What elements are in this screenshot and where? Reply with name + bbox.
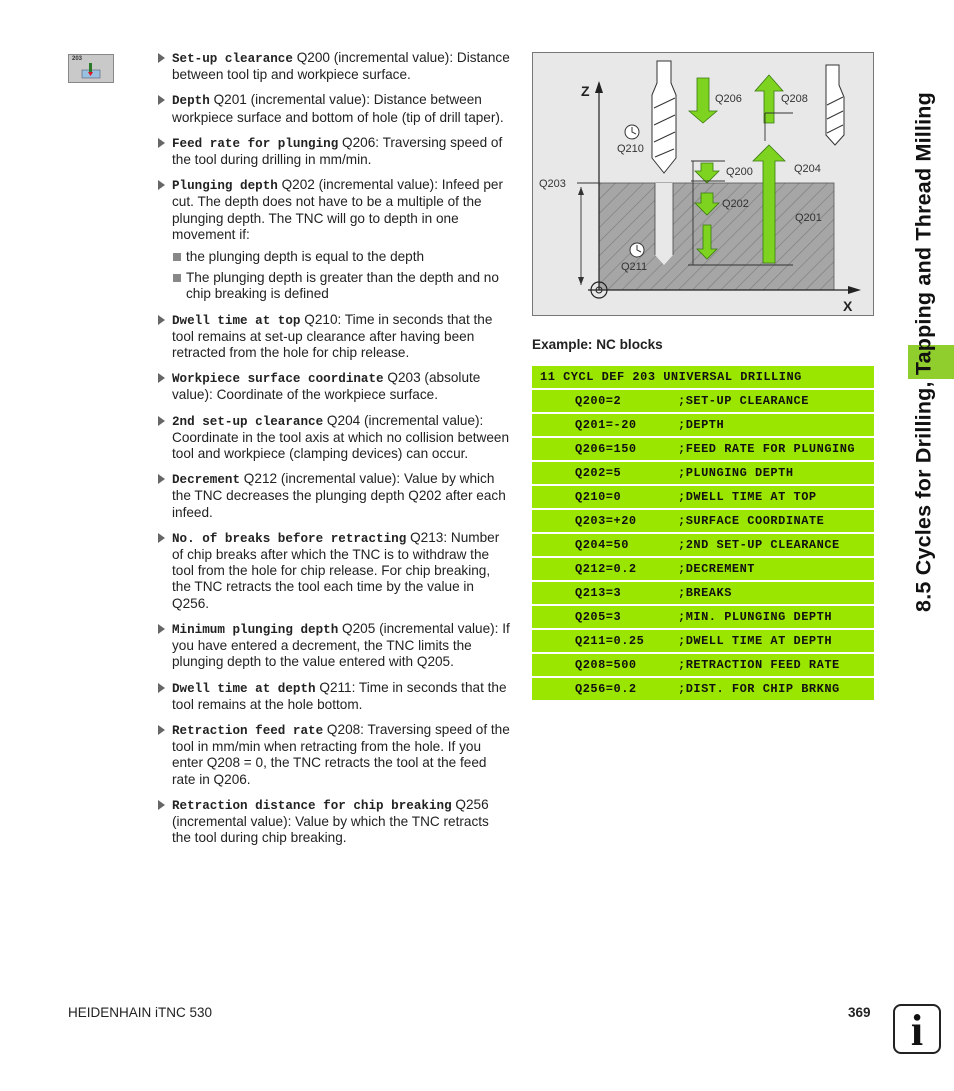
param-key: Plunging depth <box>172 179 278 194</box>
clock-icon <box>630 243 644 257</box>
nc-row <box>532 534 874 556</box>
triangle-bullet-icon <box>158 416 165 426</box>
nc-row <box>532 654 874 676</box>
nc-row <box>532 582 874 604</box>
triangle-bullet-icon <box>158 95 165 105</box>
nc-comment: ;DEPTH <box>678 418 725 432</box>
cycle-203-softkey-icon <box>68 54 114 83</box>
nc-param: Q256=0.2 <box>575 682 637 696</box>
param-retraction-distance <box>158 797 510 847</box>
drilling-cycle-figure <box>532 52 874 316</box>
drill-tool-1 <box>652 61 676 173</box>
nc-row <box>532 462 874 484</box>
nc-param: Q212=0.2 <box>575 562 637 576</box>
info-icon <box>893 1004 941 1054</box>
nc-param: Q202=5 <box>575 466 622 480</box>
label-q208: Q208 <box>781 93 808 105</box>
param-decrement <box>158 471 510 521</box>
nc-comment: ;BREAKS <box>678 586 732 600</box>
drill-tool-2 <box>826 65 844 145</box>
label-q200: Q200 <box>726 166 753 178</box>
nc-param: Q210=0 <box>575 490 622 504</box>
param-key: Dwell time at top <box>172 313 301 328</box>
param-desc: Q210: Time in seconds that the tool remains at set-up clearance after having been retracted from the hole for chip release. <box>172 311 493 361</box>
param-key: Workpiece surface coordinate <box>172 372 384 387</box>
nc-row <box>532 390 874 412</box>
triangle-bullet-icon <box>158 800 165 810</box>
triangle-bullet-icon <box>158 624 165 634</box>
nc-comment: ;DWELL TIME AT DEPTH <box>678 634 833 648</box>
list-item <box>172 249 510 265</box>
param-key: Retraction feed rate <box>172 723 324 738</box>
param-desc: Q212 (incremental value): Value by which the TNC decreases the plunging depth Q202 after each infeed. <box>172 471 506 520</box>
nc-param: Q205=3 <box>575 610 622 624</box>
nc-row <box>532 510 874 532</box>
label-q211: Q211 <box>621 261 648 273</box>
param-key: 2nd set-up clearance <box>172 414 324 429</box>
workpiece <box>599 183 834 290</box>
param-key: No. of breaks before retracting <box>172 531 407 546</box>
label-q203: Q203 <box>539 178 566 190</box>
nc-comment: ;MIN. PLUNGING DEPTH <box>678 610 833 624</box>
triangle-bullet-icon <box>158 373 165 383</box>
z-axis-label: Z <box>581 83 590 99</box>
triangle-bullet-icon <box>158 725 165 735</box>
info-glyph: i <box>910 1006 924 1055</box>
chapter-title-text: 8.5 Cycles for Drilling, Tapping and Thread Milling <box>911 92 936 612</box>
param-key: Retraction distance for chip breaking <box>172 798 452 813</box>
nc-header-row: 11 CYCL DEF 203 UNIVERSAL DRILLING <box>532 366 874 388</box>
param-depth <box>158 92 510 125</box>
param-desc: Q202 (incremental value): Infeed per cut. The depth does not have to be a multiple of the plunging depth. The TNC will go to depth in one movement if: <box>172 177 503 242</box>
nc-param: Q206=150 <box>575 442 637 456</box>
nc-param: Q201=-20 <box>575 418 637 432</box>
nc-comment: ;DECREMENT <box>678 562 756 576</box>
nc-param: Q203=+20 <box>575 514 637 528</box>
square-bullet-icon <box>173 274 181 282</box>
label-q201: Q201 <box>795 212 822 224</box>
param-key: Dwell time at depth <box>172 681 316 696</box>
drilling-diagram <box>533 53 874 316</box>
nc-row <box>532 486 874 508</box>
param-2nd-setup-clearance <box>158 413 510 463</box>
param-key: Feed rate for plunging <box>172 136 339 151</box>
drill-icon <box>69 55 113 82</box>
nc-comment: ;DWELL TIME AT TOP <box>678 490 817 504</box>
nc-row <box>532 558 874 580</box>
param-workpiece-surface <box>158 370 510 403</box>
param-plunging-depth <box>158 177 510 243</box>
label-q204: Q204 <box>794 163 821 175</box>
param-setup-clearance <box>158 50 510 83</box>
footer-manual-name: HEIDENHAIN iTNC 530 <box>68 1005 213 1020</box>
param-desc: Q206: Traversing speed of the tool during drilling in mm/min. <box>172 134 503 168</box>
param-dwell-time-depth <box>158 680 510 713</box>
cycle-number: 203 <box>72 56 83 62</box>
param-desc: Q201 (incremental value): Distance between workpiece surface and bottom of hole (tip of drill taper). <box>172 92 504 125</box>
nc-comment: ;SURFACE COORDINATE <box>678 514 825 528</box>
param-retraction-feed <box>158 722 510 788</box>
nc-row <box>532 630 874 652</box>
param-min-plunging-depth <box>158 621 510 671</box>
square-bullet-icon <box>173 253 181 261</box>
param-desc: Q213: Number of chip breaks after which the TNC is to withdraw the tool from the hole for chip release. For chip breaking, the TNC retracts the tool each time by the value in Q256. <box>172 529 500 611</box>
triangle-bullet-icon <box>158 683 165 693</box>
nc-comment: ;PLUNGING DEPTH <box>678 466 794 480</box>
param-desc: Q208: Traversing speed of the tool in mm/min when retracting from the hole. If you enter Q208 = 0, the TNC retracts the tool at the feed rate in Q206. <box>172 721 510 787</box>
nc-block-list <box>532 366 874 702</box>
label-q210: Q210 <box>617 143 644 155</box>
triangle-bullet-icon <box>158 180 165 190</box>
nc-comment: ;FEED RATE FOR PLUNGING <box>678 442 856 456</box>
nc-comment: ;DIST. FOR CHIP BRKNG <box>678 682 840 696</box>
label-q206: Q206 <box>715 93 742 105</box>
param-desc: Q211: Time in seconds that the tool remains at the hole bottom. <box>172 679 507 712</box>
param-desc: Q204 (incremental value): Coordinate in the tool axis at which no collision between tool and workpiece (clamping devices) can occur. <box>172 412 510 462</box>
triangle-bullet-icon <box>158 315 165 325</box>
triangle-bullet-icon <box>158 533 165 543</box>
param-desc: Q200 (incremental value): Distance between tool tip and workpiece surface. <box>172 50 510 83</box>
parameter-list <box>158 50 510 855</box>
nc-param: Q213=3 <box>575 586 622 600</box>
nc-row <box>532 414 874 436</box>
page-number: 369 <box>848 1005 871 1020</box>
list-item <box>172 270 510 302</box>
chapter-side-title <box>911 52 936 652</box>
nc-param: Q211=0.25 <box>575 634 645 648</box>
param-desc: Q205 (incremental value): If you have entered a decrement, the TNC limits the plunging depth to the value entered with Q205. <box>172 620 510 670</box>
example-title: Example: NC blocks <box>532 337 663 352</box>
nc-param: Q200=2 <box>575 394 622 408</box>
nc-param: Q208=500 <box>575 658 637 672</box>
nc-comment: ;SET-UP CLEARANCE <box>678 394 809 408</box>
clock-icon <box>625 125 639 139</box>
nc-comment: ;RETRACTION FEED RATE <box>678 658 840 672</box>
triangle-bullet-icon <box>158 474 165 484</box>
param-breaks-before-retract <box>158 530 510 612</box>
bullet-text: The plunging depth is greater than the depth and no chip breaking is defined <box>186 270 499 302</box>
param-dwell-time-top <box>158 312 510 362</box>
param-key: Depth <box>172 94 210 109</box>
nc-row <box>532 438 874 460</box>
feed-down-arrow <box>689 78 717 123</box>
bullet-text: the plunging depth is equal to the depth <box>186 249 425 265</box>
nc-row <box>532 606 874 628</box>
triangle-bullet-icon <box>158 138 165 148</box>
param-key: Set-up clearance <box>172 52 293 66</box>
label-q202: Q202 <box>722 198 749 210</box>
retract-up-arrow <box>755 75 783 123</box>
nc-row <box>532 678 874 700</box>
param-feed-rate-plunging <box>158 135 510 168</box>
nc-param: Q204=50 <box>575 538 629 552</box>
x-axis-label: X <box>843 298 853 314</box>
param-desc: Q256 (incremental value): Value by which the TNC retracts the tool during chip breaking. <box>172 796 489 846</box>
param-key: Minimum plunging depth <box>172 622 339 637</box>
triangle-bullet-icon <box>158 53 165 63</box>
nc-comment: ;2ND SET-UP CLEARANCE <box>678 538 840 552</box>
param-desc: Q203 (absolute value): Coordinate of the workpiece surface. <box>172 370 481 403</box>
plunging-depth-conditions <box>172 249 510 303</box>
param-key: Decrement <box>172 473 241 488</box>
